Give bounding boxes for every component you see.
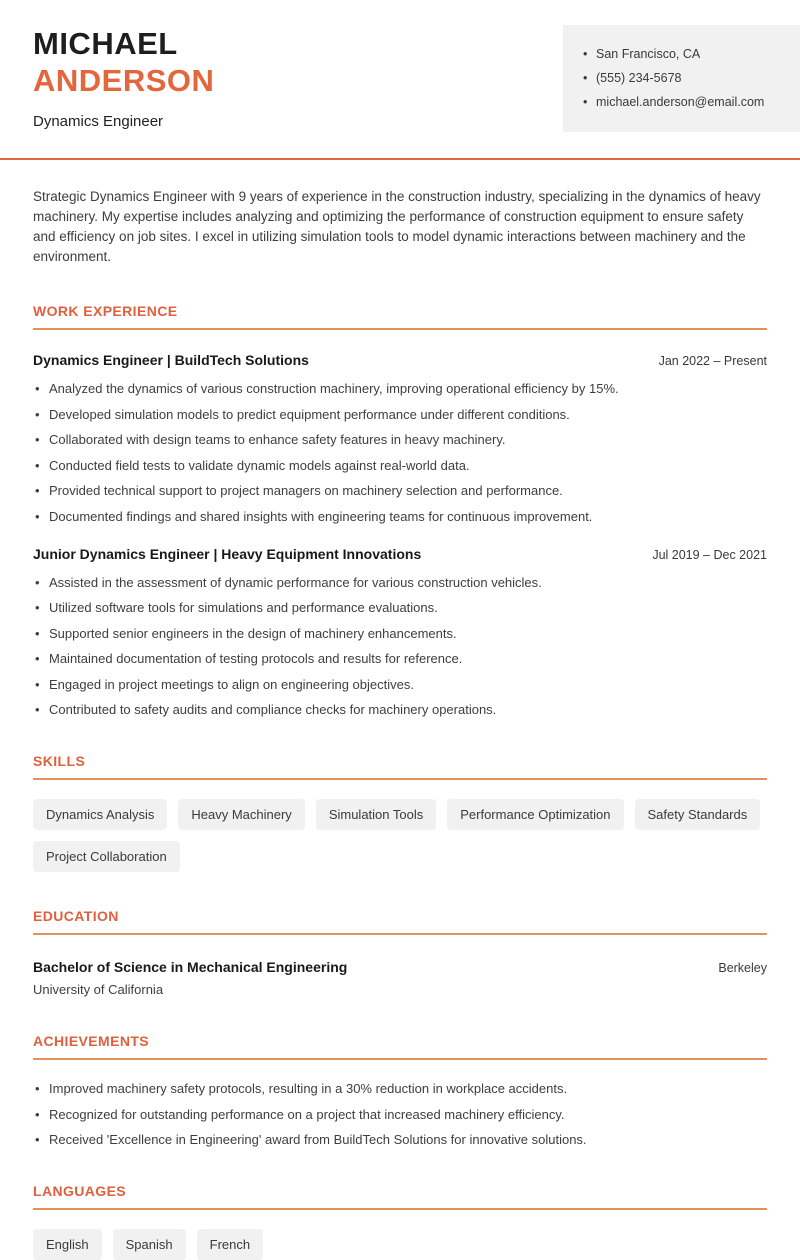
bullet-item: • Improved machinery safety protocols, resulting in a 30% reduction in workplace accidents. [33, 1081, 767, 1096]
job-dates: Jul 2019 – Dec 2021 [652, 547, 767, 562]
bullet-item: • Conducted field tests to validate dynamic models against real-world data. [33, 458, 767, 473]
job-title: Dynamics Engineer | BuildTech Solutions [33, 352, 309, 368]
job-heading-row [33, 352, 767, 368]
contact-email: • michael.anderson@email.com [583, 95, 790, 110]
professional-summary: Strategic Dynamics Engineer with 9 years of experience in the construction industry, specializing in the dynamics of heavy machinery. My expertise includes analyzing and optimizing the performance of construction equipment to ensure safety and efficiency on job sites. I excel in utilizing simulation tools to model dynamic interactions between machinery and the environment. [33, 189, 761, 264]
skills-title: SKILLS [33, 753, 767, 780]
job-bullet-list [33, 381, 767, 524]
job-title: Junior Dynamics Engineer | Heavy Equipment Innovations [33, 545, 422, 562]
last-name: ANDERSON [33, 63, 215, 98]
skill-tag: Safety Standards [635, 799, 761, 830]
language-tag: English [33, 1229, 102, 1260]
languages-title: LANGUAGES [33, 1183, 767, 1210]
bullet-item: • Utilized software tools for simulations and performance evaluations. [33, 600, 767, 615]
school-name: University of California [33, 982, 164, 997]
bullet-item: • Received 'Excellence in Engineering' award from BuildTech Solutions for innovative solutions. [33, 1132, 767, 1147]
section-languages [33, 1183, 767, 1260]
bullet-item: • Assisted in the assessment of dynamic performance for various construction vehicles. [33, 575, 767, 590]
section-education [33, 908, 767, 997]
candidate-name [33, 25, 214, 99]
achievements-title: ACHIEVEMENTS [33, 1033, 767, 1060]
skill-tag: Heavy Machinery [178, 799, 304, 830]
skill-tag: Performance Optimization [447, 799, 623, 830]
achievements-list [33, 1081, 767, 1147]
bullet-item: • Documented findings and shared insights with engineering teams for continuous improvement. [33, 509, 767, 524]
education-heading-row [33, 959, 767, 975]
skill-tag: Project Collaboration [33, 841, 180, 872]
contact-card [563, 25, 800, 132]
job-bullet-list [33, 575, 767, 718]
bullet-item: • Developed simulation models to predict equipment performance under different conditions. [33, 407, 767, 422]
bullet-item: • Analyzed the dynamics of various construction machinery, improving operational efficiency by 15%. [33, 381, 767, 396]
contact-list [583, 47, 790, 110]
name-block [33, 25, 214, 130]
skills-tag-list [33, 799, 767, 872]
skill-tag: Simulation Tools [316, 799, 436, 830]
section-work-experience [33, 303, 767, 717]
header-divider [0, 158, 800, 160]
bullet-item: • Provided technical support to project managers on machinery selection and performance. [33, 483, 767, 498]
bullet-item: • Recognized for outstanding performance on a project that increased machinery efficiency. [33, 1107, 767, 1122]
language-tag: French [197, 1229, 263, 1260]
skill-tag: Dynamics Analysis [33, 799, 167, 830]
section-skills [33, 753, 767, 872]
bullet-item: • Collaborated with design teams to enhance safety features in heavy machinery. [33, 432, 767, 447]
role-subtitle: Dynamics Engineer [33, 113, 164, 130]
job-dates: Jan 2022 – Present [658, 354, 767, 368]
bullet-item: • Maintained documentation of testing protocols and results for reference. [33, 651, 767, 666]
resume-content [0, 187, 800, 1260]
education-title: EDUCATION [33, 908, 767, 935]
contact-phone: • (555) 234-5678 [583, 71, 790, 86]
job-heading-row [33, 546, 767, 562]
contact-location: • San Francisco, CA [583, 47, 790, 62]
job-entry [33, 352, 767, 524]
bullet-item: • Contributed to safety audits and compliance checks for machinery operations. [33, 702, 767, 717]
degree-name: Bachelor of Science in Mechanical Engineering [33, 959, 348, 975]
resume-header [0, 0, 800, 132]
job-entry [33, 546, 767, 718]
language-tag: Spanish [113, 1229, 186, 1260]
languages-tag-list [33, 1229, 767, 1260]
bullet-item: • Supported senior engineers in the design of machinery enhancements. [33, 626, 767, 641]
first-name: MICHAEL [33, 26, 178, 61]
bullet-item: • Engaged in project meetings to align on engineering objectives. [33, 677, 767, 692]
education-location: Berkeley [718, 961, 767, 975]
work-experience-title: WORK EXPERIENCE [33, 303, 767, 330]
